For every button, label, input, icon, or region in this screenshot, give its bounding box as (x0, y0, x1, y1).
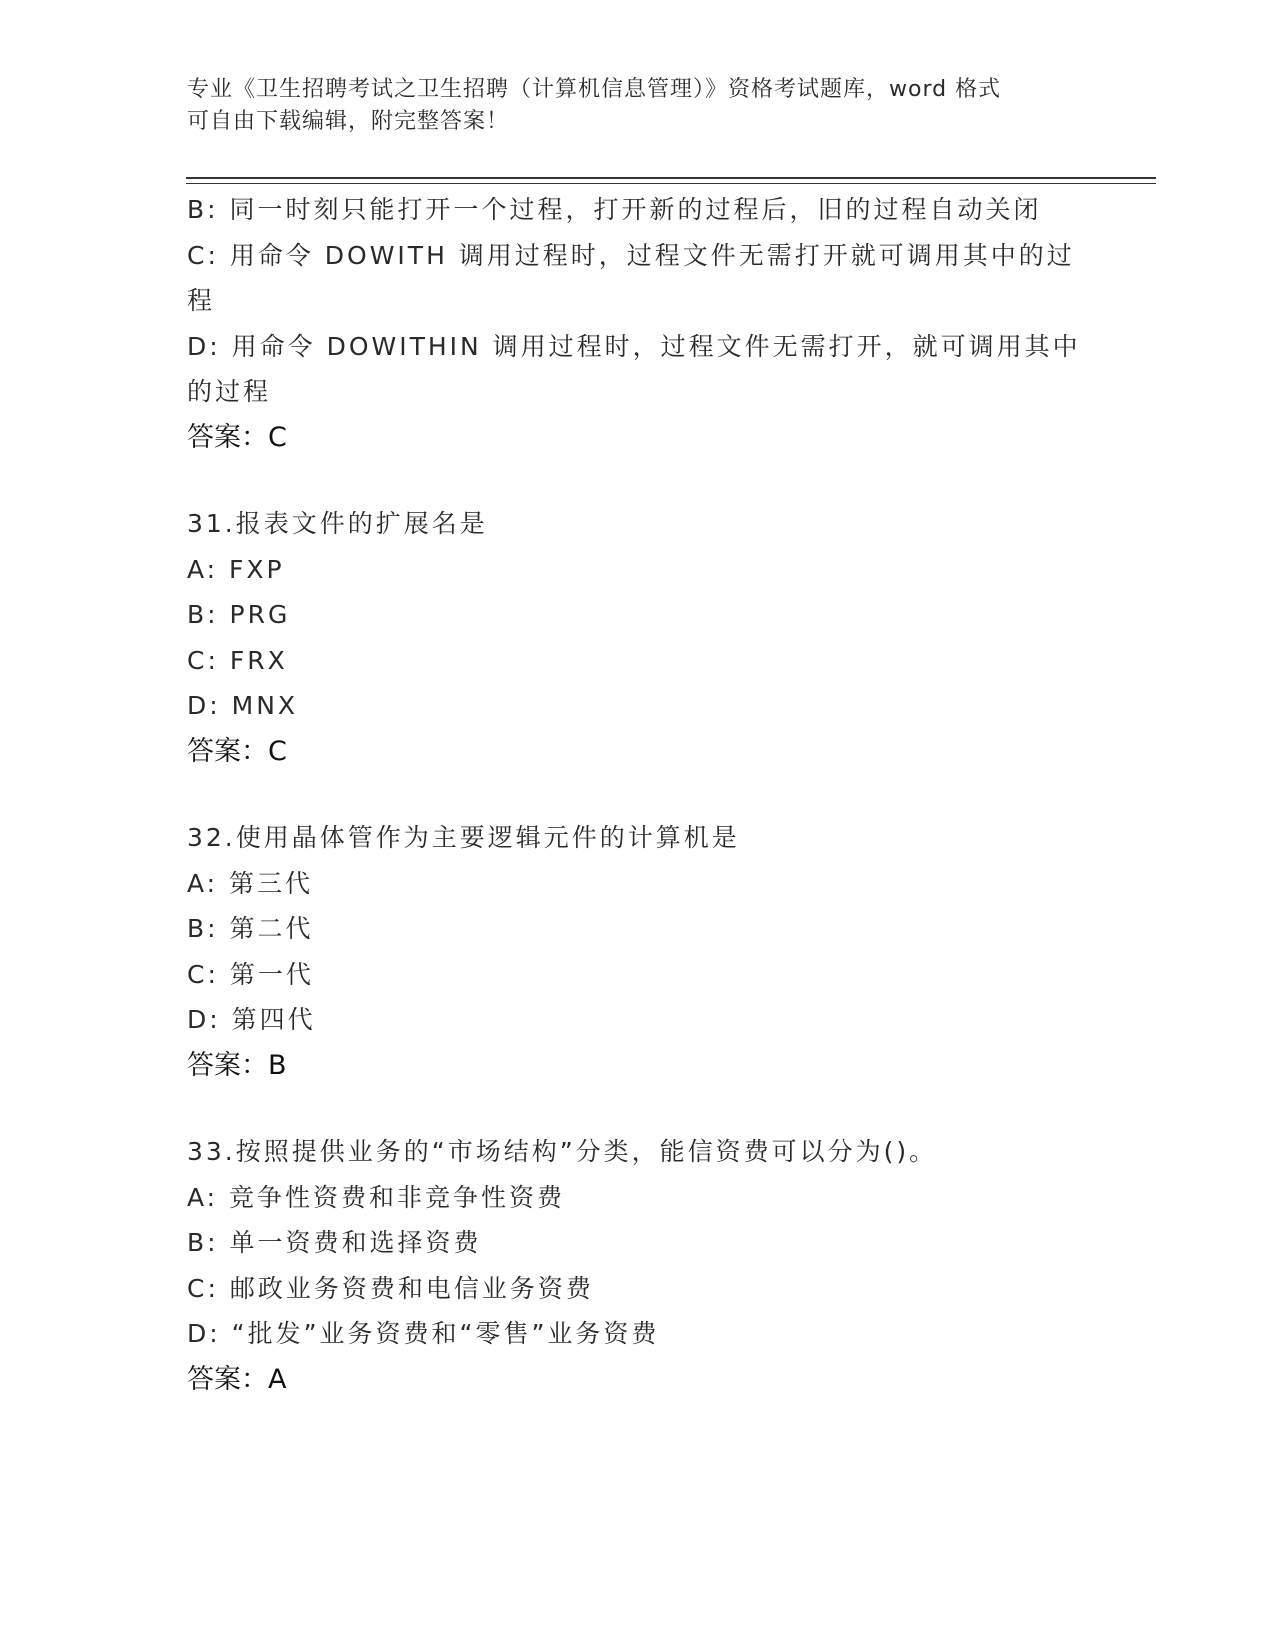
answer: 答案：C (187, 421, 287, 453)
option-c: C: 第一代 (187, 959, 314, 989)
option-b: B: 单一资费和选择资费 (187, 1228, 482, 1257)
answer: 答案：A (187, 1363, 287, 1395)
question-30-continued (187, 187, 1087, 461)
question-list (187, 187, 1087, 1443)
option-d: D: 用命令 DOWITHIN 调用过程时，过程文件无需打开，就可调用其中 (187, 331, 1081, 361)
header-line-1: 专业《卫生招聘考试之卫生招聘（计算机信息管理）》资格考试题库，word 格式 (187, 77, 1002, 102)
option-a: A: 第三代 (187, 868, 314, 898)
question-title: 32.使用晶体管作为主要逻辑元件的计算机是 (187, 822, 740, 852)
option-d: D: MNX (187, 691, 299, 720)
question-31 (187, 501, 1087, 775)
option-d: D: 第四代 (187, 1005, 316, 1034)
header-line-2: 可自由下载编辑，附完整答案！ (187, 109, 510, 134)
option-d-continued: 的过程 (187, 377, 272, 406)
question-32 (187, 815, 1087, 1089)
option-b: B: PRG (187, 600, 291, 629)
question-title: 31.报表文件的扩展名是 (187, 508, 488, 538)
option-c: C: 用命令 DOWITH 调用过程时，过程文件无需打开就可调用其中的过 (187, 240, 1075, 270)
option-b: B: 第二代 (187, 914, 314, 943)
option-d: D: “批发”业务资费和“零售”业务资费 (187, 1319, 660, 1348)
option-b: B: 同一时刻只能打开一个过程，打开新的过程后，旧的过程自动关闭 (187, 195, 1042, 224)
answer: 答案：B (187, 1049, 287, 1081)
option-c: C: 邮政业务资费和电信业务资费 (187, 1273, 594, 1303)
option-a: A: 竞争性资费和非竞争性资费 (187, 1182, 566, 1212)
header-divider (186, 177, 1156, 184)
answer: 答案：C (187, 735, 287, 767)
option-c-continued: 程 (187, 286, 216, 315)
question-title: 33.按照提供业务的“市场结构”分类，能信资费可以分为()。 (187, 1136, 938, 1166)
document-header (187, 74, 1067, 138)
option-c: C: FRX (187, 645, 288, 675)
question-33 (187, 1129, 1087, 1403)
option-a: A: FXP (187, 554, 285, 584)
